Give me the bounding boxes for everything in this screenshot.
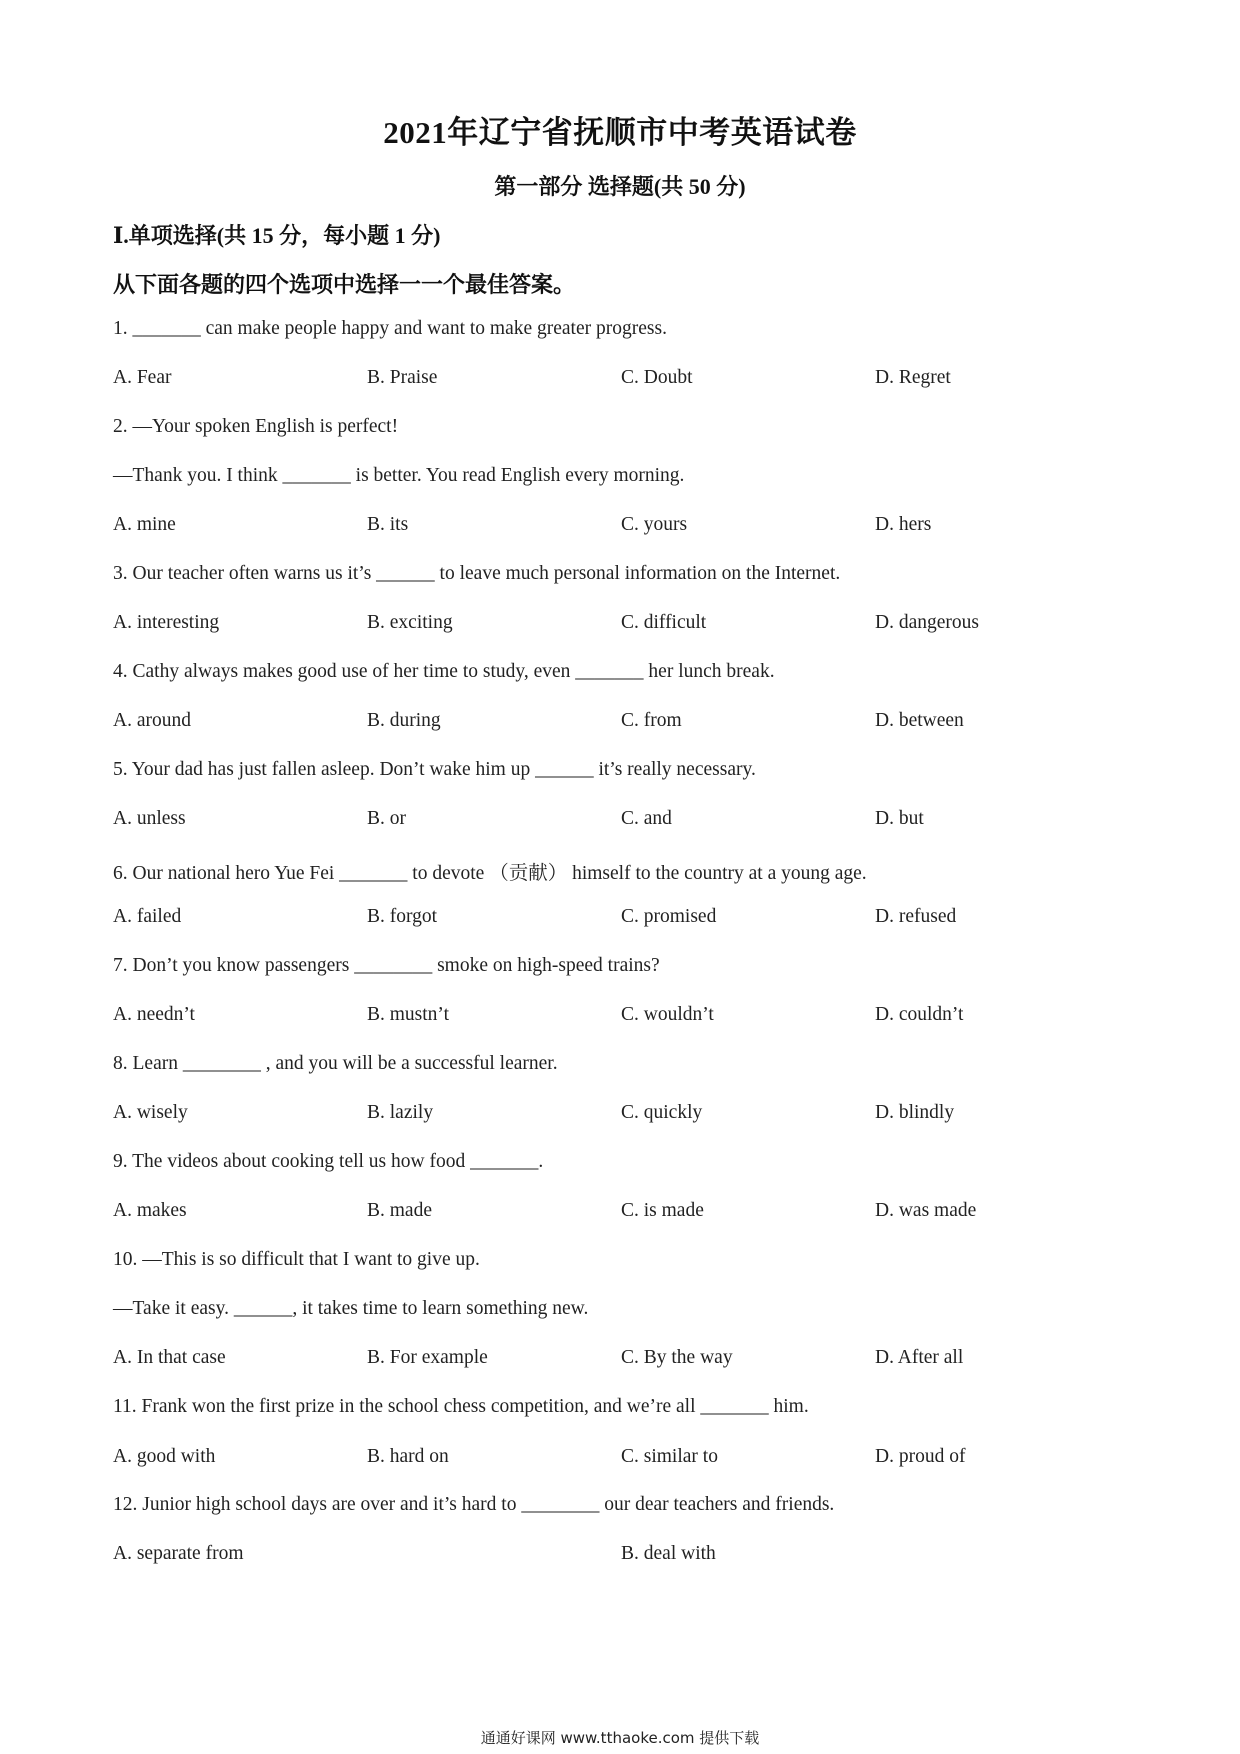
option-d: D. but [875, 808, 924, 829]
page-footer: 通通好课网 www.tthaoke.com 提供下载 [480, 1729, 760, 1747]
option-c: C. By the way [621, 1347, 733, 1368]
option-c: C. Doubt [621, 367, 693, 388]
option-d: D. was made [875, 1200, 977, 1221]
question-8-stem: 8. Learn ________ , and you will be a successful learner. [113, 1053, 558, 1074]
option-b: B. lazily [367, 1102, 434, 1123]
question-2-options [113, 514, 1123, 542]
question-11-stem: 11. Frank won the first prize in the school chess competition, and we’re all _______ him. [113, 1396, 809, 1417]
question-1-stem: 1. _______ can make people happy and want to make greater progress. [113, 318, 667, 339]
option-b: B. mustn’t [367, 1004, 449, 1025]
option-d: D. blindly [875, 1102, 955, 1123]
question-3-stem: 3. Our teacher often warns us it’s ______ to leave much personal information on the Internet. [113, 563, 841, 584]
question-1-options [113, 367, 1123, 395]
question-9-stem: 9. The videos about cooking tell us how food _______. [113, 1151, 544, 1172]
option-d: D. After all [875, 1347, 964, 1368]
option-b: B. hard on [367, 1446, 449, 1467]
option-d: D. between [875, 710, 964, 731]
question-9-options [113, 1200, 1123, 1228]
option-d: D. dangerous [875, 612, 979, 633]
option-a: A. separate from [113, 1543, 244, 1564]
question-4-options [113, 710, 1123, 738]
question-12-stem: 12. Junior high school days are over and it’s hard to ________ our dear teachers and friends. [113, 1494, 835, 1515]
option-c: C. promised [621, 906, 717, 927]
option-a: A. mine [113, 514, 176, 535]
question-8-options [113, 1102, 1123, 1130]
option-c: C. quickly [621, 1102, 703, 1123]
option-c: C. and [621, 808, 672, 829]
page-title: 2021年辽宁省抚顺市中考英语试卷 [383, 115, 857, 150]
option-c: C. wouldn’t [621, 1004, 714, 1025]
question-6-stem: 6. Our national hero Yue Fei _______ to devote （贡献） himself to the country at a young age. [113, 863, 867, 884]
option-b: B. forgot [367, 906, 438, 927]
option-c: C. similar to [621, 1446, 718, 1467]
question-12-options [113, 1543, 1123, 1571]
option-a: A. In that case [113, 1347, 226, 1368]
option-b: B. For example [367, 1347, 488, 1368]
option-b: B. during [367, 710, 441, 731]
option-a: A. around [113, 710, 191, 731]
question-2-stem-reply: —Thank you. I think _______ is better. You read English every morning. [113, 465, 685, 486]
option-b: B. deal with [621, 1543, 716, 1564]
option-b: B. exciting [367, 612, 453, 633]
option-b: B. Praise [367, 367, 438, 388]
section-heading: Ⅰ.单项选择(共 15 分，每小题 1 分) [113, 223, 441, 248]
question-6-options [113, 906, 1123, 934]
question-3-options [113, 612, 1123, 640]
option-d: D. couldn’t [875, 1004, 964, 1025]
option-a: A. wisely [113, 1102, 188, 1123]
question-2-stem: 2. —Your spoken English is perfect! [113, 416, 399, 437]
question-10-stem-reply: —Take it easy. ______, it takes time to learn something new. [113, 1298, 589, 1319]
question-4-stem: 4. Cathy always makes good use of her time to study, even _______ her lunch break. [113, 661, 775, 682]
option-c: C. difficult [621, 612, 707, 633]
option-d: D. hers [875, 514, 932, 535]
option-c: C. yours [621, 514, 688, 535]
option-a: A. Fear [113, 367, 172, 388]
section-instruction: 从下面各题的四个选项中选择一一个最佳答案。 [113, 272, 576, 297]
option-c: C. is made [621, 1200, 704, 1221]
option-a: A. needn’t [113, 1004, 195, 1025]
option-d: D. Regret [875, 367, 951, 388]
option-a: A. interesting [113, 612, 220, 633]
question-5-options [113, 808, 1123, 836]
question-10-stem: 10. —This is so difficult that I want to give up. [113, 1249, 480, 1270]
option-c: C. from [621, 710, 682, 731]
part-heading: 第一部分 选择题(共 50 分) [494, 174, 746, 199]
option-b: B. its [367, 514, 409, 535]
option-d: D. proud of [875, 1446, 966, 1467]
question-5-stem: 5. Your dad has just fallen asleep. Don’t wake him up ______ it’s really necessary. [113, 759, 756, 780]
option-b: B. or [367, 808, 406, 829]
question-7-stem: 7. Don’t you know passengers ________ smoke on high-speed trains? [113, 955, 660, 976]
option-a: A. failed [113, 906, 182, 927]
option-d: D. refused [875, 906, 957, 927]
option-a: A. makes [113, 1200, 187, 1221]
question-11-options [113, 1446, 1123, 1474]
question-7-options [113, 1004, 1123, 1032]
question-10-options [113, 1347, 1123, 1375]
option-a: A. good with [113, 1446, 216, 1467]
option-b: B. made [367, 1200, 432, 1221]
option-a: A. unless [113, 808, 186, 829]
